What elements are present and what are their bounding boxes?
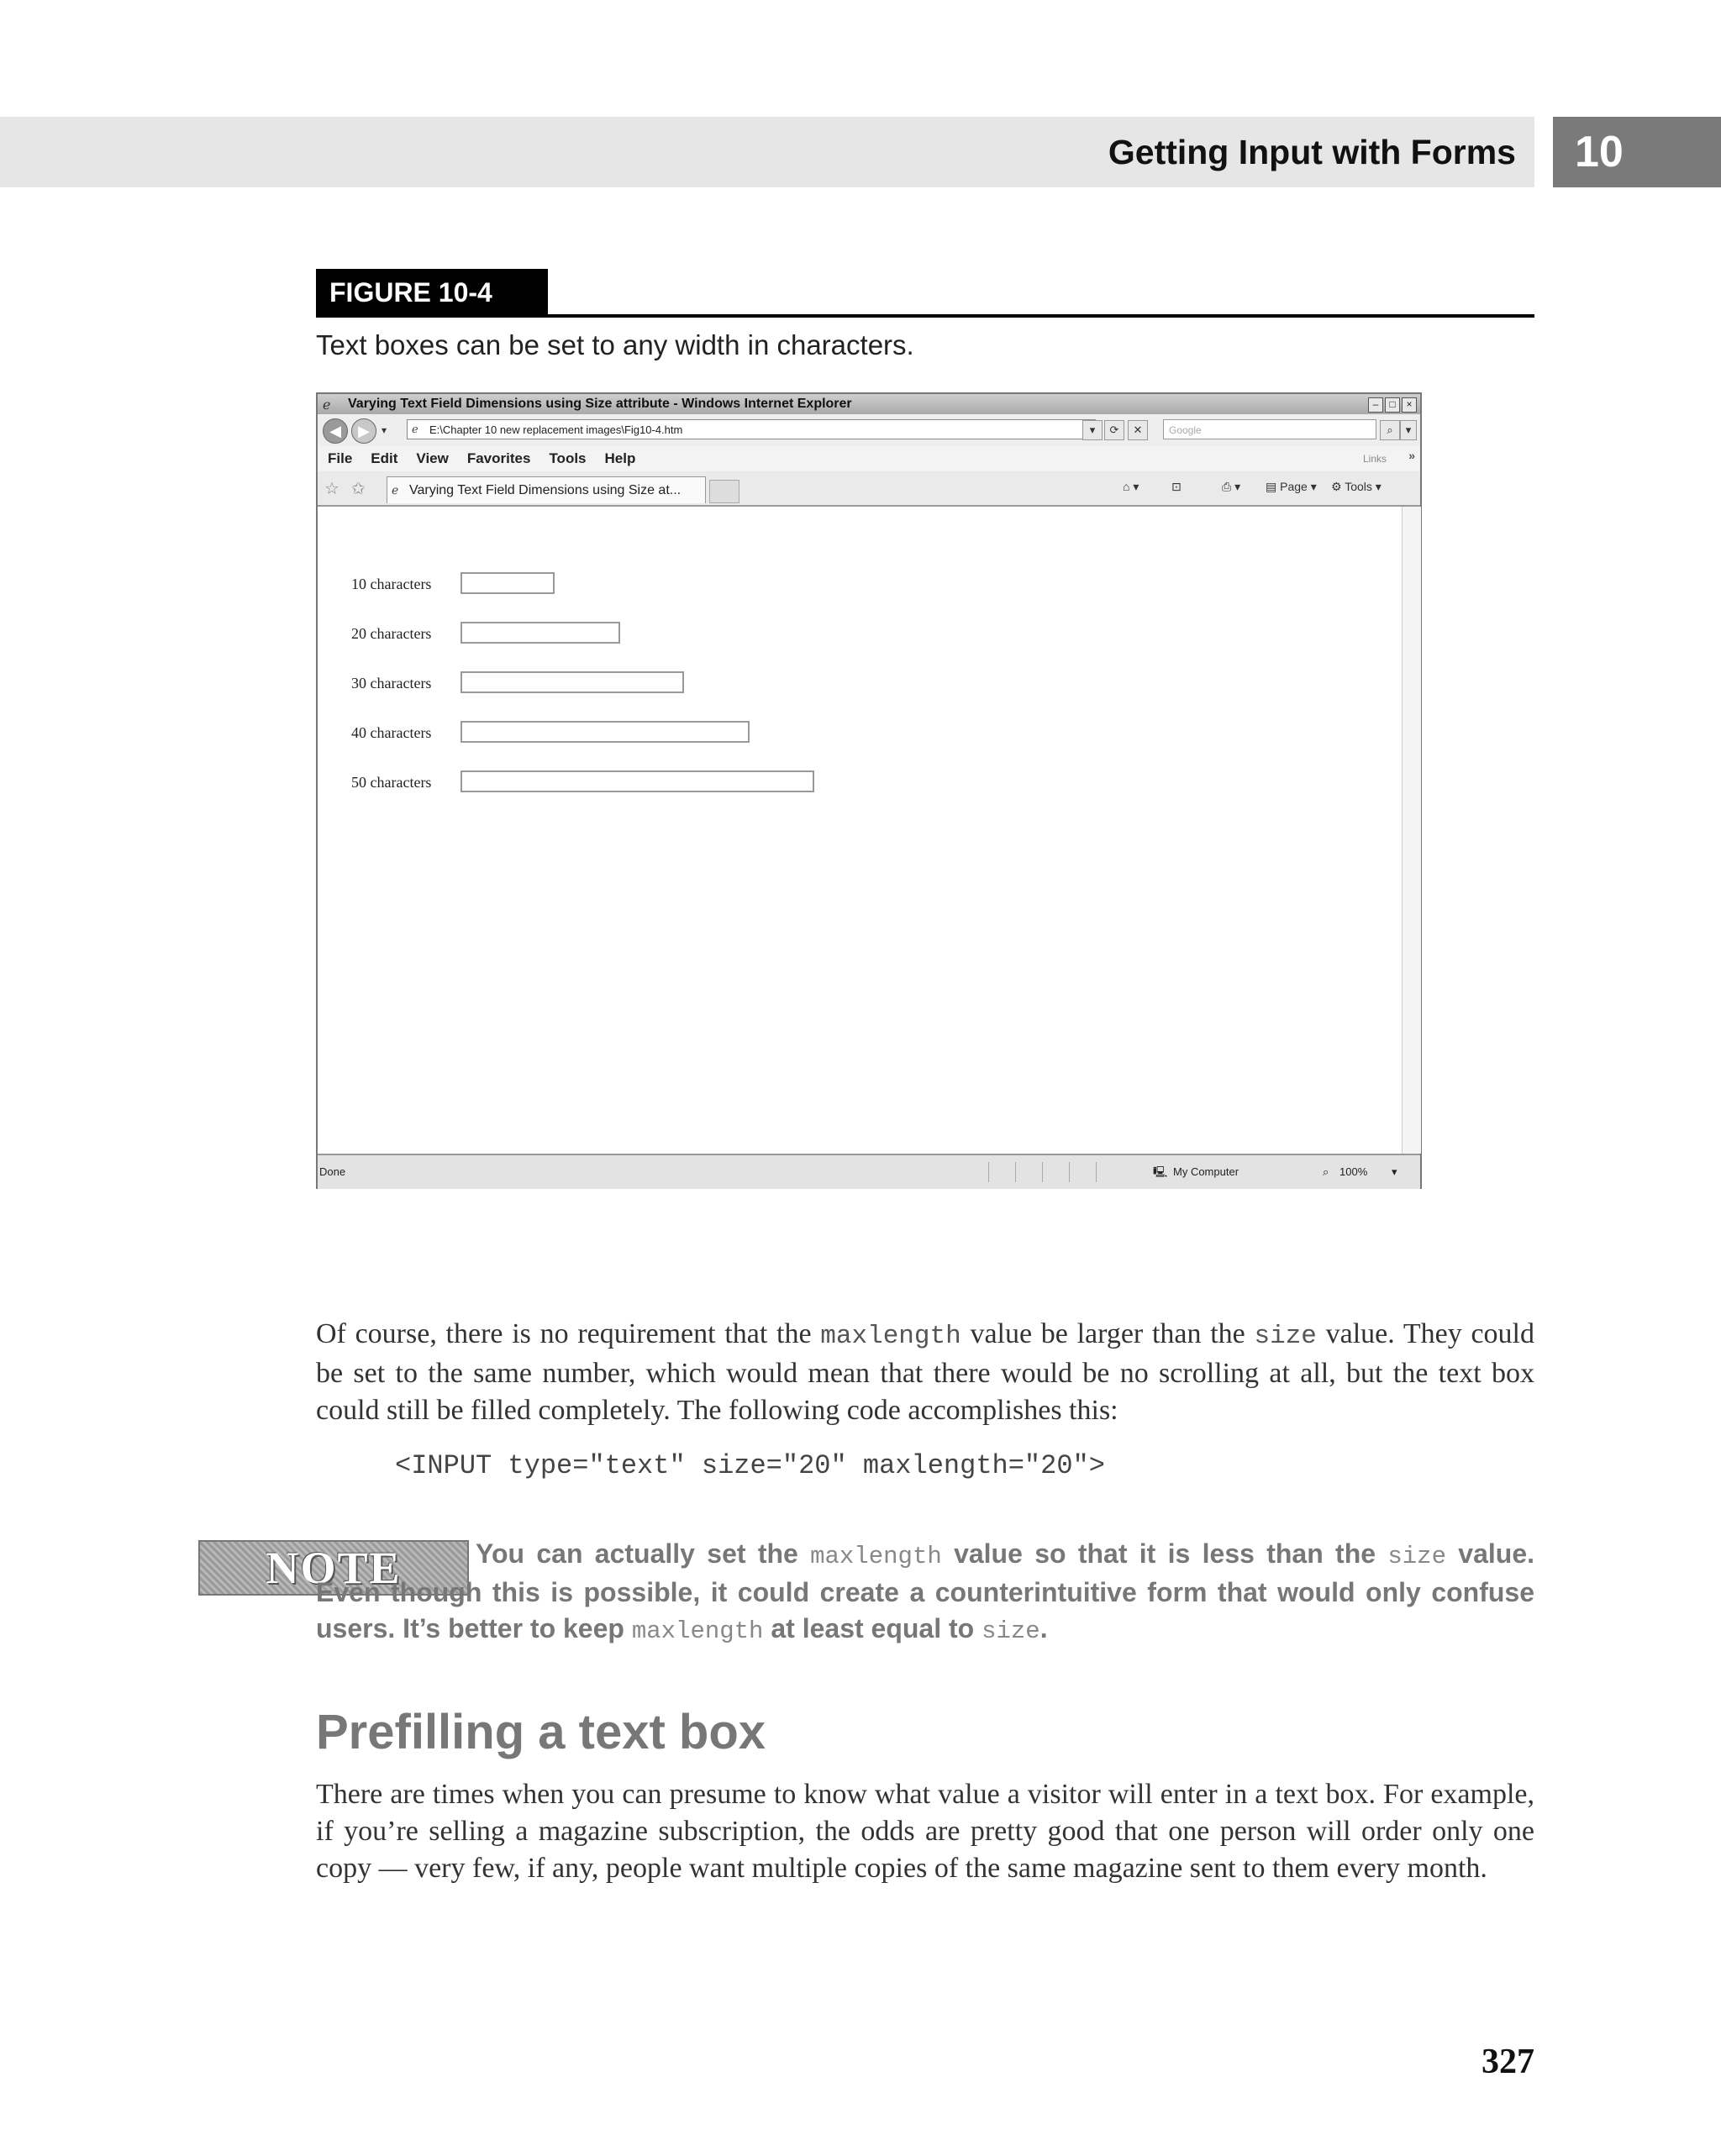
home-icon[interactable]: ⌂ ▾ [1123, 480, 1139, 493]
zone-icon: 🖳 [1153, 1165, 1168, 1178]
figure-rule [316, 314, 1534, 318]
body-paragraph-1 [316, 1316, 1534, 1429]
inline-code: size [1387, 1543, 1446, 1570]
inline-code: maxlength [631, 1617, 764, 1645]
menu-tools[interactable]: Tools [549, 450, 587, 466]
text-box-40[interactable] [461, 721, 750, 743]
note-graphic-label: NOTE [266, 1543, 402, 1593]
text-box-50[interactable] [461, 770, 814, 792]
minimize-icon[interactable]: – [1368, 397, 1383, 413]
note-text [316, 1536, 1534, 1649]
status-text: Done [319, 1165, 346, 1178]
text-run: value. They could be set to the same number, which would mean that there would be no scrolling at all, but the text box could still be filled completely. The following code accomplishes this: [316, 1318, 1534, 1426]
status-separator [1042, 1162, 1043, 1182]
address-dropdown-icon[interactable]: ▾ [1082, 420, 1103, 440]
text-box-10[interactable] [461, 572, 555, 594]
text-run: value so that it is less than the [941, 1538, 1388, 1569]
inline-code: maxlength [810, 1543, 942, 1570]
row-label-20: 20 characters [351, 625, 432, 642]
menu-view[interactable]: View [416, 450, 449, 466]
favorites-toolbar [318, 471, 1420, 507]
inline-code: maxlength [820, 1322, 961, 1351]
inline-code: size [1254, 1322, 1317, 1351]
browser-screenshot [316, 392, 1422, 1189]
tools-menu[interactable]: ⚙ Tools ▾ [1331, 480, 1382, 493]
forward-icon[interactable]: ▶ [351, 418, 376, 444]
feeds-icon[interactable]: ⊡ [1171, 480, 1182, 493]
figure-caption: Text boxes can be set to any width in characters. [316, 329, 914, 360]
text-run: Of course, there is no requirement that the [316, 1318, 821, 1349]
close-icon[interactable]: × [1402, 397, 1417, 413]
text-run: . [1039, 1613, 1048, 1643]
menu-favorites[interactable]: Favorites [466, 450, 531, 466]
print-icon[interactable]: ⎙ ▾ [1222, 480, 1241, 493]
status-separator [1069, 1162, 1070, 1182]
body-paragraph-2: There are times when you can presume to know what value a visitor will enter in a text box. For example, if you’re selling a magazine subscription, the odds are pretty good that one person will order only one copy — very few, if any, people want multiple copies of the same magazine sent to them every month. [316, 1779, 1534, 1884]
status-separator [988, 1162, 989, 1182]
page-icon: ℯ [412, 423, 418, 435]
menu-edit[interactable]: Edit [371, 450, 398, 466]
page-menu-label: Page [1280, 480, 1308, 493]
figure-label: FIGURE 10-4 [316, 269, 548, 316]
status-bar [318, 1154, 1420, 1189]
menu-file[interactable]: File [328, 450, 353, 466]
text-run: value. Even though this is possible, it could create a counterintuitive form that would only confuse users. It’s better to keep [316, 1538, 1535, 1643]
tab-active[interactable]: Varying Text Field Dimensions using Size at... [387, 476, 706, 503]
favorites-star-icon[interactable]: ☆ [324, 480, 339, 498]
status-separator [1096, 1162, 1097, 1182]
page-menu[interactable]: ▤ Page ▾ [1266, 480, 1317, 493]
running-header-title: Getting Input with Forms [1108, 133, 1516, 171]
menu-bar [318, 446, 1420, 472]
search-icon[interactable]: ⌕ [1380, 420, 1400, 440]
search-options-icon[interactable]: ▾ [1400, 420, 1417, 440]
code-example: <INPUT type="text" size="20" maxlength="20"> [395, 1450, 1105, 1481]
text-box-20[interactable] [461, 622, 620, 644]
new-tab-button[interactable] [709, 480, 739, 503]
page-number: 327 [1482, 2043, 1534, 2081]
menu-help[interactable]: Help [604, 450, 636, 466]
row-label-40: 40 characters [351, 724, 432, 741]
maximize-icon[interactable]: □ [1385, 397, 1400, 413]
text-run: value be larger than the [960, 1318, 1255, 1349]
zoom-dropdown-icon[interactable]: ▾ [1392, 1165, 1397, 1178]
window-controls [1366, 397, 1417, 413]
history-dropdown-icon[interactable]: ▾ [382, 424, 387, 436]
links-label[interactable]: Links [1362, 453, 1387, 465]
row-label-10: 10 characters [351, 576, 432, 592]
row-label-30: 30 characters [351, 675, 432, 691]
search-input[interactable]: Google [1163, 419, 1376, 439]
zoom-icon[interactable]: ⌕ [1323, 1165, 1329, 1178]
window-title: Varying Text Field Dimensions using Size attribute - Windows Internet Explorer [348, 397, 852, 411]
vertical-scrollbar[interactable] [1402, 507, 1421, 1154]
row-label-50: 50 characters [351, 774, 432, 791]
security-zone-label: My Computer [1173, 1165, 1239, 1178]
browser-title-bar [318, 394, 1420, 414]
address-input[interactable]: E:\Chapter 10 new replacement images\Fig10-4.htm [407, 419, 1096, 439]
text-run: You can actually set the [476, 1538, 811, 1569]
inline-code: size [982, 1617, 1040, 1645]
tools-menu-label: Tools [1345, 480, 1372, 493]
address-toolbar [318, 414, 1420, 447]
text-box-30[interactable] [461, 671, 684, 693]
status-separator [1015, 1162, 1016, 1182]
back-icon[interactable]: ◀ [323, 418, 348, 444]
page-content [318, 507, 1402, 1154]
refresh-icon[interactable]: ⟳ [1104, 420, 1124, 440]
section-heading: Prefilling a text box [316, 1705, 766, 1759]
tab-page-icon: ℯ [392, 483, 399, 497]
text-run: at least equal to [763, 1613, 982, 1643]
chevron-right-icon[interactable]: » [1408, 449, 1415, 462]
add-favorite-icon[interactable]: ✩ [351, 480, 366, 498]
ie-logo-icon: ℯ [323, 398, 331, 413]
zoom-level[interactable]: 100% [1339, 1165, 1368, 1178]
chapter-number-tab: 10 [1553, 117, 1721, 187]
stop-icon[interactable]: ✕ [1128, 420, 1148, 440]
